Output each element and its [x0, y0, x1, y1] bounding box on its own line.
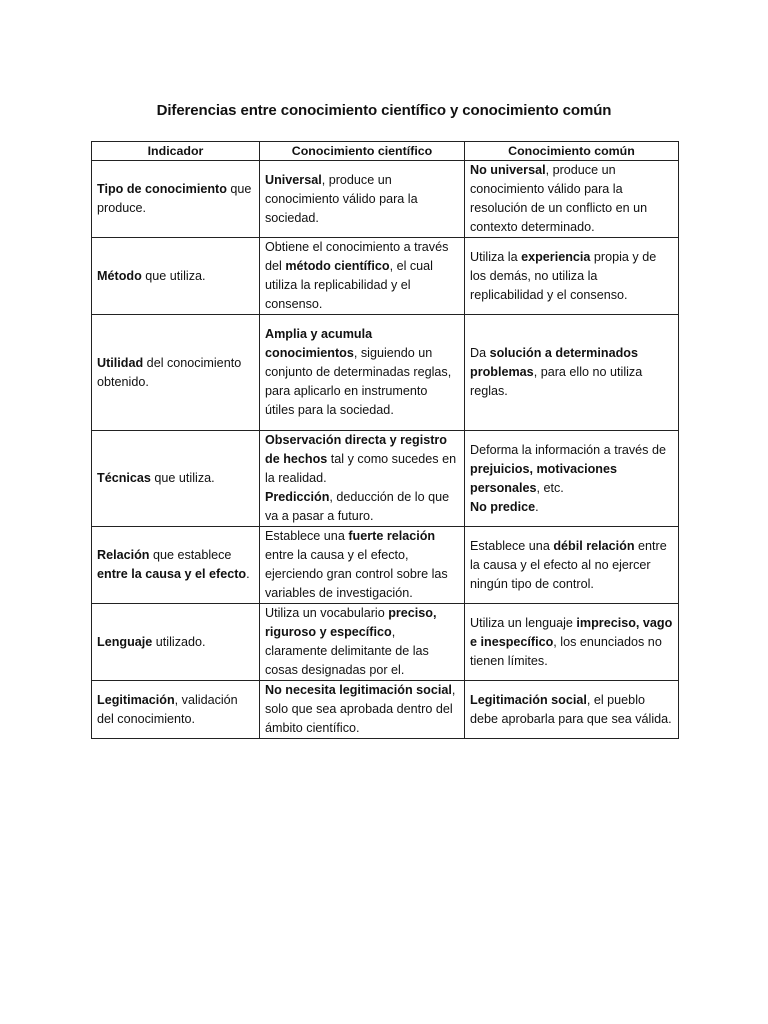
text: Establece una	[265, 529, 349, 543]
cell-indicador	[92, 161, 260, 238]
text: del conocimiento obtenido.	[97, 355, 242, 389]
cell-cientifico	[260, 431, 465, 527]
text: , el pueblo debe aprobarla para que sea válida.	[470, 692, 672, 726]
table-row	[92, 527, 679, 604]
text: entre la causa y el efecto, ejerciendo gran control sobre las variables de investigación.	[265, 548, 448, 600]
text: , siguiendo un conjunto de determinadas reglas, para aplicarlo en instrumento útiles para la sociedad.	[265, 346, 452, 417]
text: que utiliza.	[150, 471, 215, 485]
bold-text: impreciso, vago e inespecífico	[470, 615, 673, 649]
bold-text: Relación	[97, 548, 150, 562]
bold-text: fuerte relación	[348, 529, 436, 543]
cell-comun	[465, 681, 679, 739]
cell-indicador	[92, 431, 260, 527]
text: Utiliza un lenguaje	[470, 615, 577, 630]
bold-text: débil relación	[553, 538, 635, 553]
text: , claramente delimitante de las cosas designadas por el.	[265, 625, 429, 677]
bold-text: No predice	[470, 499, 536, 514]
cell-cientifico	[260, 315, 465, 431]
bold-text: solución a determinados problemas	[470, 346, 638, 379]
text: , produce un conocimiento válido para la resolución de un conflicto en un contexto determinado.	[470, 163, 648, 234]
text: , produce un conocimiento válido para la sociedad.	[265, 172, 418, 225]
bold-text: Técnicas	[97, 471, 151, 485]
cell-indicador	[92, 604, 260, 681]
table-header-row	[92, 142, 679, 161]
bold-text: Tipo de conocimiento	[97, 182, 227, 196]
cell-cientifico	[260, 238, 465, 315]
text: propia y de los demás, no utiliza la replicabilidad y el consenso.	[470, 249, 657, 302]
cell-indicador	[92, 238, 260, 315]
cell-comun	[465, 431, 679, 527]
bold-text: Predicción	[265, 490, 330, 504]
table-row	[92, 431, 679, 527]
bold-text: No universal	[470, 163, 546, 177]
cell-comun	[465, 315, 679, 431]
text: tal y como sucedes en la realidad.	[265, 452, 457, 485]
cell-comun	[465, 527, 679, 604]
cell-indicador	[92, 315, 260, 431]
text: Obtiene el conocimiento a través del	[265, 240, 449, 273]
bold-text: Observación directa y registro de hechos	[265, 433, 447, 466]
bold-text: Utilidad	[97, 355, 144, 370]
table-row	[92, 315, 679, 431]
cell-cientifico	[260, 604, 465, 681]
table-row	[92, 681, 679, 739]
cell-comun	[465, 604, 679, 681]
text: entre la causa y el efecto al no ejercer ningún tipo de control.	[470, 538, 667, 591]
text: , etc.	[536, 480, 564, 495]
cell-comun	[465, 161, 679, 238]
text: .	[535, 499, 539, 514]
bold-text: Método	[97, 268, 142, 283]
text: Utiliza la	[470, 249, 522, 264]
text: utilizado.	[152, 634, 206, 649]
text: , validación del conocimiento.	[97, 692, 238, 726]
bold-text: No necesita legitimación social	[265, 683, 452, 697]
bold-text: preciso, riguroso y específico	[265, 606, 437, 639]
table-row	[92, 238, 679, 315]
text: , solo que sea aprobada dentro del ámbito científico.	[265, 683, 456, 735]
header-indicador: Indicador	[92, 142, 260, 161]
table-row	[92, 604, 679, 681]
cell-cientifico	[260, 681, 465, 739]
bold-text: experiencia	[521, 249, 591, 264]
comparison-table	[91, 141, 679, 739]
header-conocimiento-comun: Conocimiento común	[465, 142, 679, 161]
bold-text: entre la causa y el efecto	[97, 567, 247, 581]
text: que utiliza.	[141, 268, 206, 283]
bold-text: Lenguaje	[97, 634, 153, 649]
bold-text: Universal	[265, 172, 322, 187]
text: , para ello no utiliza reglas.	[470, 365, 643, 398]
table-row	[92, 161, 679, 238]
cell-indicador	[92, 527, 260, 604]
bold-text: Amplia y acumula conocimientos	[265, 327, 373, 360]
text: Utiliza un vocabulario	[265, 606, 389, 620]
page-title: Diferencias entre conocimiento científico y conocimiento común	[156, 102, 612, 119]
header-conocimiento-cientifico: Conocimiento científico	[260, 142, 465, 161]
bold-text: prejuicios, motivaciones personales	[470, 461, 617, 495]
bold-text: Legitimación social	[470, 692, 587, 707]
text: Da	[470, 346, 490, 360]
text: Establece una	[470, 538, 554, 553]
text: que produce.	[97, 182, 252, 215]
cell-indicador	[92, 681, 260, 739]
cell-comun	[465, 238, 679, 315]
bold-text: Legitimación	[97, 692, 175, 707]
text: Deforma la información a través de	[470, 442, 666, 457]
text: , los enunciados no tienen límites.	[470, 634, 662, 668]
text: , deducción de lo que va a pasar a futuro.	[265, 490, 450, 523]
bold-text: método científico	[285, 259, 390, 273]
text: .	[246, 567, 250, 581]
cell-cientifico	[260, 527, 465, 604]
text: , el cual utiliza la replicabilidad y el consenso.	[265, 259, 433, 311]
text: que establece	[149, 548, 232, 562]
cell-cientifico	[260, 161, 465, 238]
